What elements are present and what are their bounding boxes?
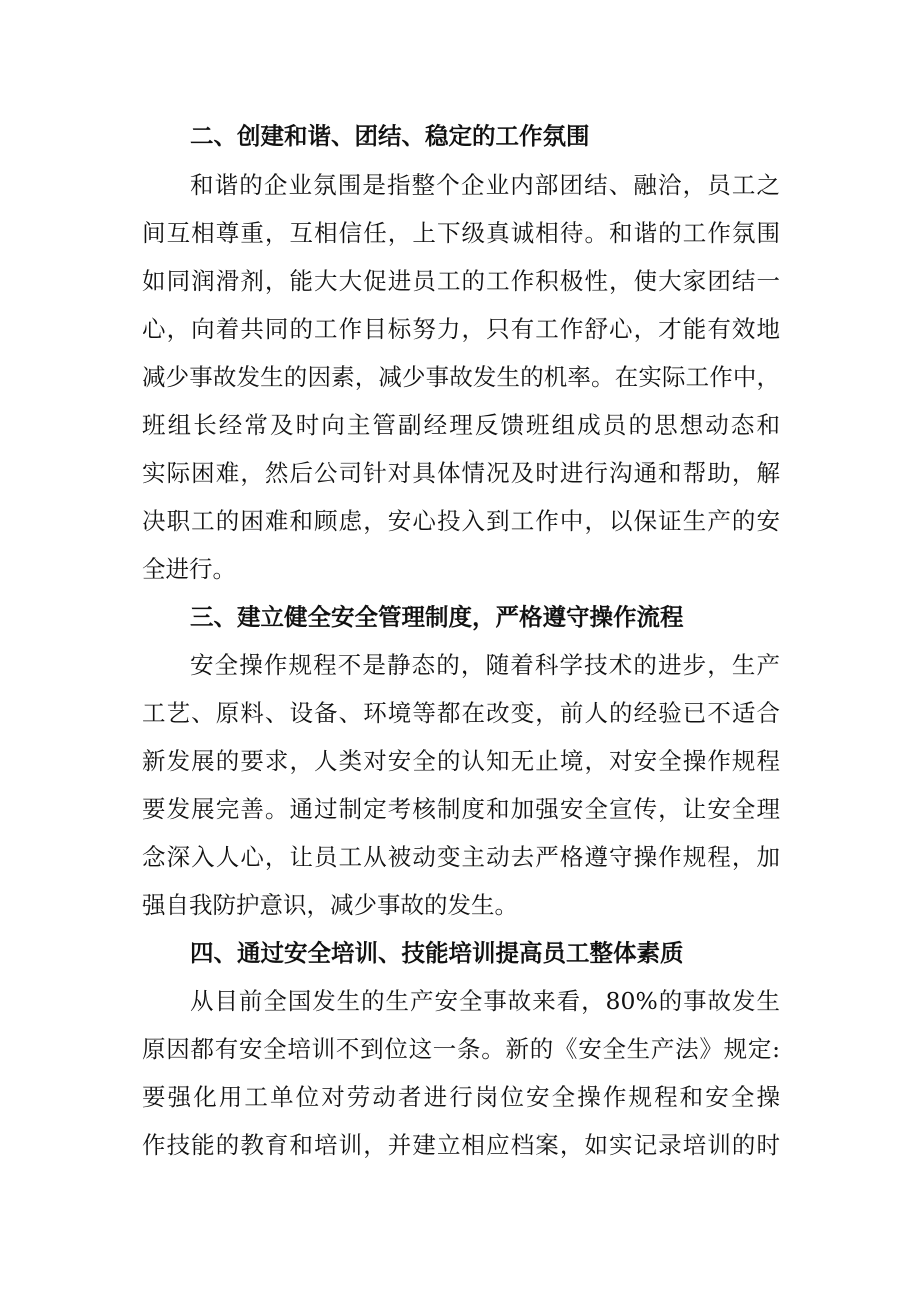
- paragraph-line: 间互相尊重，互相信任，上下级真诚相待。和谐的工作氛围: [142, 219, 780, 247]
- paragraph-line: 如同润滑剂，能大大促进员工的工作积极性，使大家团结一: [142, 267, 780, 295]
- section-heading-4: 四、通过安全培训、技能培训提高员工整体素质: [190, 939, 684, 967]
- paragraph-line: 工艺、原料、设备、环境等都在改变，前人的经验已不适合: [142, 699, 780, 727]
- paragraph-line: 全进行。: [142, 555, 236, 583]
- paragraph-line: 实际困难，然后公司针对具体情况及时进行沟通和帮助，解: [142, 459, 780, 487]
- paragraph-line: 从目前全国发生的生产安全事故来看，80%的事故发生: [190, 987, 780, 1015]
- section-heading-3: 三、建立健全安全管理制度，严格遵守操作流程: [190, 603, 684, 631]
- section-heading-2: 二、创建和谐、团结、稳定的工作氛围: [190, 122, 590, 150]
- paragraph-line: 念深入人心，让员工从被动变主动去严格遵守操作规程，加: [142, 843, 780, 871]
- paragraph-line: 作技能的教育和培训，并建立相应档案，如实记录培训的时: [142, 1131, 780, 1159]
- paragraph-line: 原因都有安全培训不到位这一条。新的《安全生产法》规定:: [142, 1035, 780, 1063]
- paragraph-line: 强自我防护意识，减少事故的发生。: [142, 891, 518, 919]
- paragraph-line: 减少事故发生的因素，减少事故发生的机率。在实际工作中，: [142, 363, 780, 391]
- paragraph-line: 新发展的要求，人类对安全的认知无止境，对安全操作规程: [142, 747, 780, 775]
- paragraph-line: 班组长经常及时向主管副经理反馈班组成员的思想动态和: [142, 411, 780, 439]
- paragraph-line: 要发展完善。通过制定考核制度和加强安全宣传，让安全理: [142, 795, 780, 823]
- paragraph-line: 心，向着共同的工作目标努力，只有工作舒心，才能有效地: [142, 315, 780, 343]
- paragraph-line: 和谐的企业氛围是指整个企业内部团结、融洽，员工之: [190, 171, 780, 199]
- paragraph-line: 安全操作规程不是静态的，随着科学技术的进步，生产: [190, 651, 780, 679]
- paragraph-line: 要强化用工单位对劳动者进行岗位安全操作规程和安全操: [142, 1083, 780, 1111]
- paragraph-line: 决职工的困难和顾虑，安心投入到工作中，以保证生产的安: [142, 507, 780, 535]
